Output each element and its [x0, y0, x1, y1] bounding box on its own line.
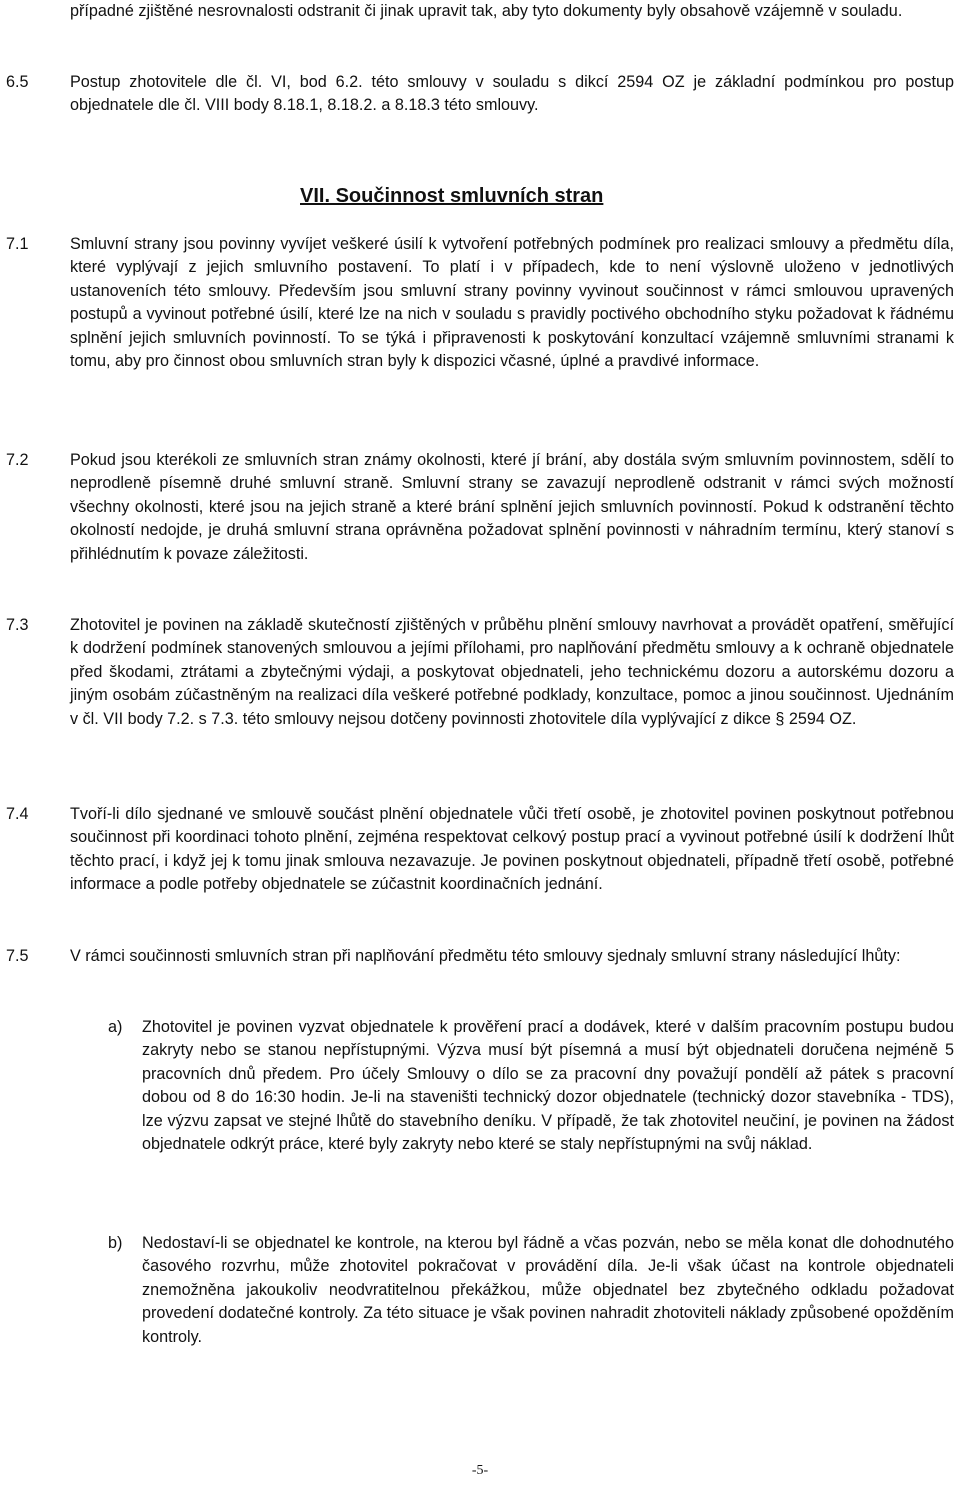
subitem-text: Nedostaví-li se objednatel ke kontrole, na kterou byl řádně a včas pozván, nebo se měla konat dle dohodnutého časového rozvrhu, může zhotovitel pokračovat v provádění díla. Je-li však účast na kontrole objednateli znemožněna jakoukoliv neodvratitelnou překážkou, může objednatel bez zbytečného odkladu požadovat provedení dodatečné kontroly. Za této situace je však povinen nahradit zhotoviteli náklady způsobené opožděním kontroly. [142, 1234, 954, 1346]
clause-number: 7.4 [6, 805, 29, 823]
clause-text: Smluvní strany jsou povinny vyvíjet veškeré úsilí k vytvoření potřebných podmínek pro realizaci smlouvy a předmětu díla, které vyplývají z jejich smluvního postavení. To platí i v případech, kde to není výslovně uloženo v jednotlivých ustanoveních této smlouvy. Především jsou smluvní strany povinny vyvinout součinnost v rámci smlouvou upravených postupů a vyvinout potřebné úsilí, které lze na nich v souladu s pravidly poctivého obchodního styku požadovat k řádnému splnění jejich smluvních povinností. To se týká i připravenosti k poskytování konzultací vzájemně smluvními stranami k tomu, aby pro činnost obou smluvních stran byly k dispozici včasné, úplné a pravdivé informace. [70, 235, 954, 371]
clause-text: V rámci součinnosti smluvních stran při naplňování předmětu této smlouvy sjednaly smluvní strany následující lhůty: [70, 947, 901, 965]
clause-number: 7.2 [6, 451, 29, 469]
subitem-letter: a) [108, 1018, 123, 1036]
clause-number: 7.1 [6, 235, 29, 253]
clause-number: 6.5 [6, 73, 29, 91]
clause-text: Zhotovitel je povinen na základě skutečností zjištěných v průběhu plnění smlouvy navrhovat a provádět opatření, směřující k dodržení podmínek stanovených smlouvou a jejími přílohami, pro naplňování předmětu smlouvy a k ochraně objednatele před škodami, ztrátami a zbytečnými výdaji, a poskytovat objednateli, jeho technickému dozoru a autorskému dozoru a jiným osobám zúčastněným na realizaci díla veškeré potřebné podklady, konzultace, pomoc a jinou součinnost. Ujednáním v čl. VII body 7.2. s 7.3. této smlouvy nejsou dotčeny povinnosti zhotovitele díla vyplývající z dikce § 2594 OZ. [70, 616, 954, 728]
intro-paragraph: případné zjištěné nesrovnalosti odstranit či jinak upravit tak, aby tyto dokumenty byly obsahově vzájemně v souladu. [70, 2, 903, 20]
clause-text: Pokud jsou kterékoli ze smluvních stran známy okolnosti, které jí brání, aby dostála svým smluvním povinnostem, sdělí to neprodleně písemně druhé smluvní straně. Smluvní strany se zavazují neprodleně odstranit v rámci svých možností všechny okolnosti, které jsou na jejich straně a které brání splnění jejich smluvních povinností. Pokud k odstranění těchto okolností nedojde, je druhá smluvní strana oprávněna požadovat splnění povinnosti v náhradním termínu, který stanoví s přihlédnutím k povaze záležitosti. [70, 451, 954, 563]
subitem-text: Zhotovitel je povinen vyzvat objednatele k prověření prací a dodávek, které v dalším pracovním postupu budou zakryty nebo se stanou nepřístupnými. Výzva musí být písemná a musí být objednateli doručena nejméně 5 pracovních dnů předem. Pro účely Smlouvy o dílo se za pracovní dny považují pondělí až pátek s pracovní dobou od 8 do 16:30 hodin. Je-li na staveništi technický dozor objednatele (technický dozor stavebníka - TDS), lze výzvu zapsat ve stejné lhůtě do stavebního deníku. V případě, že tak zhotovitel neučiní, je povinen na žádost objednatele odkrýt práce, které byly zakryty nebo které se staly nepřístupnými na svůj náklad. [142, 1018, 954, 1154]
clause-text: Postup zhotovitele dle čl. VI, bod 6.2. této smlouvy v souladu s dikcí 2594 OZ je základní podmínkou pro postup objednatele dle čl. VIII body 8.18.1, 8.18.2. a 8.18.3 této smlouvy. [70, 73, 954, 115]
page-number: -5- [471, 1463, 489, 1478]
clause-text: Tvoří-li dílo sjednané ve smlouvě součást plnění objednatele vůči třetí osobě, je zhotovitel povinen poskytnout potřebnou součinnost při koordinaci tohoto plnění, zejména respektovat celkový postup prací a vyvinout potřebné úsilí k dodržení lhůt těchto prací, i když jej k tomu jinak smlouva nezavazuje. Je povinen poskytnout objednateli, případně třetí osobě, potřebné informace a podle potřeby objednatele se zúčastnit koordinačních jednání. [70, 805, 954, 894]
section-heading: VII. Součinnost smluvních stran [300, 185, 604, 207]
clause-number: 7.5 [6, 947, 29, 965]
clause-number: 7.3 [6, 616, 29, 634]
subitem-letter: b) [108, 1234, 123, 1252]
